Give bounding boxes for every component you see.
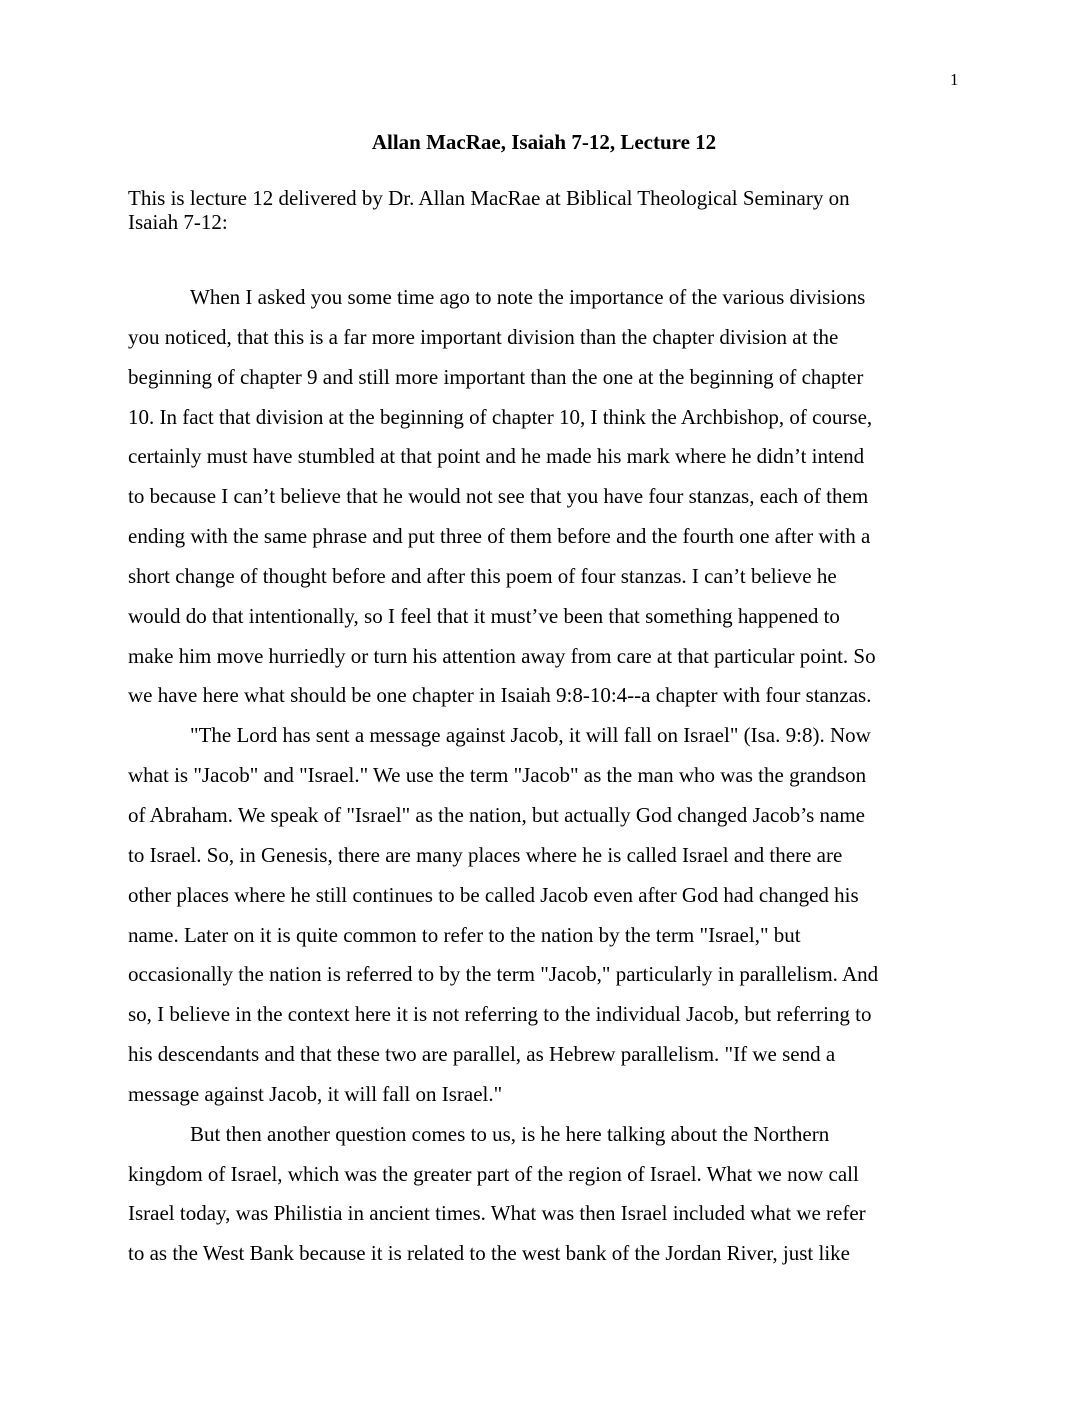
intro-paragraph [128,186,850,234]
paragraph [128,716,878,1114]
paragraph [128,278,878,716]
page-number: 1 [950,70,959,89]
text-line: Israel today, was Philistia in ancient times. What was then Israel included what we refer [128,1201,866,1226]
text-line: When I asked you some time ago to note the importance of the various divisions [190,285,866,309]
text-line: make him move hurriedly or turn his attention away from care at that particular point. So [128,643,876,668]
text-line: to because I can’t believe that he would not see that you have four stanzas, each of them [128,484,869,509]
text-line: Isaiah 7-12: [128,210,228,234]
text-line: message against Jacob, it will fall on Israel." [128,1081,503,1106]
text-line: 10. In fact that division at the beginning of chapter 10, I think the Archbishop, of course, [128,404,873,429]
paragraph [128,1115,878,1274]
text-line: you noticed, that this is a far more important division than the chapter division at the [128,324,839,349]
text-line: other places where he still continues to be called Jacob even after God had changed his [128,882,859,907]
text-line: This is lecture 12 delivered by Dr. Allan MacRae at Biblical Theological Seminary on [128,186,850,210]
text-line: his descendants and that these two are parallel, as Hebrew parallelism. "If we send a [128,1042,836,1067]
text-line: name. Later on it is quite common to refer to the nation by the term "Israel," but [128,922,801,947]
text-line: we have here what should be one chapter in Isaiah 9:8-10:4--a chapter with four stanzas. [128,683,872,708]
text-line: kingdom of Israel, which was the greater part of the region of Israel. What we now call [128,1161,859,1186]
text-line: what is "Jacob" and "Israel." We use the term "Jacob" as the man who was the grandson [128,763,867,788]
text-line: beginning of chapter 9 and still more important than the one at the beginning of chapter [128,364,864,389]
text-line: ending with the same phrase and put three of them before and the fourth one after with a [128,524,871,549]
text-line: so, I believe in the context here it is not referring to the individual Jacob, but referring to [128,1002,872,1027]
text-line: of Abraham. We speak of "Israel" as the nation, but actually God changed Jacob’s name [128,802,865,827]
text-line: to as the West Bank because it is related to the west bank of the Jordan River, just like [128,1241,850,1266]
text-line: short change of thought before and after this poem of four stanzas. I can’t believe he [128,563,837,588]
text-line: occasionally the nation is referred to by the term "Jacob," particularly in parallelism. And [128,962,879,987]
text-line: to Israel. So, in Genesis, there are many places where he is called Israel and there are [128,842,843,867]
document-title: Allan MacRae, Isaiah 7-12, Lecture 12 [371,130,717,154]
text-line: certainly must have stumbled at that point and he made his mark where he didn’t intend [128,444,865,469]
text-line: would do that intentionally, so I feel that it must’ve been that something happened to [128,603,840,628]
text-line: But then another question comes to us, is he here talking about the Northern [190,1121,830,1146]
text-line: "The Lord has sent a message against Jacob, it will fall on Israel" (Isa. 9:8). Now [190,723,871,748]
document-body [128,278,878,1274]
